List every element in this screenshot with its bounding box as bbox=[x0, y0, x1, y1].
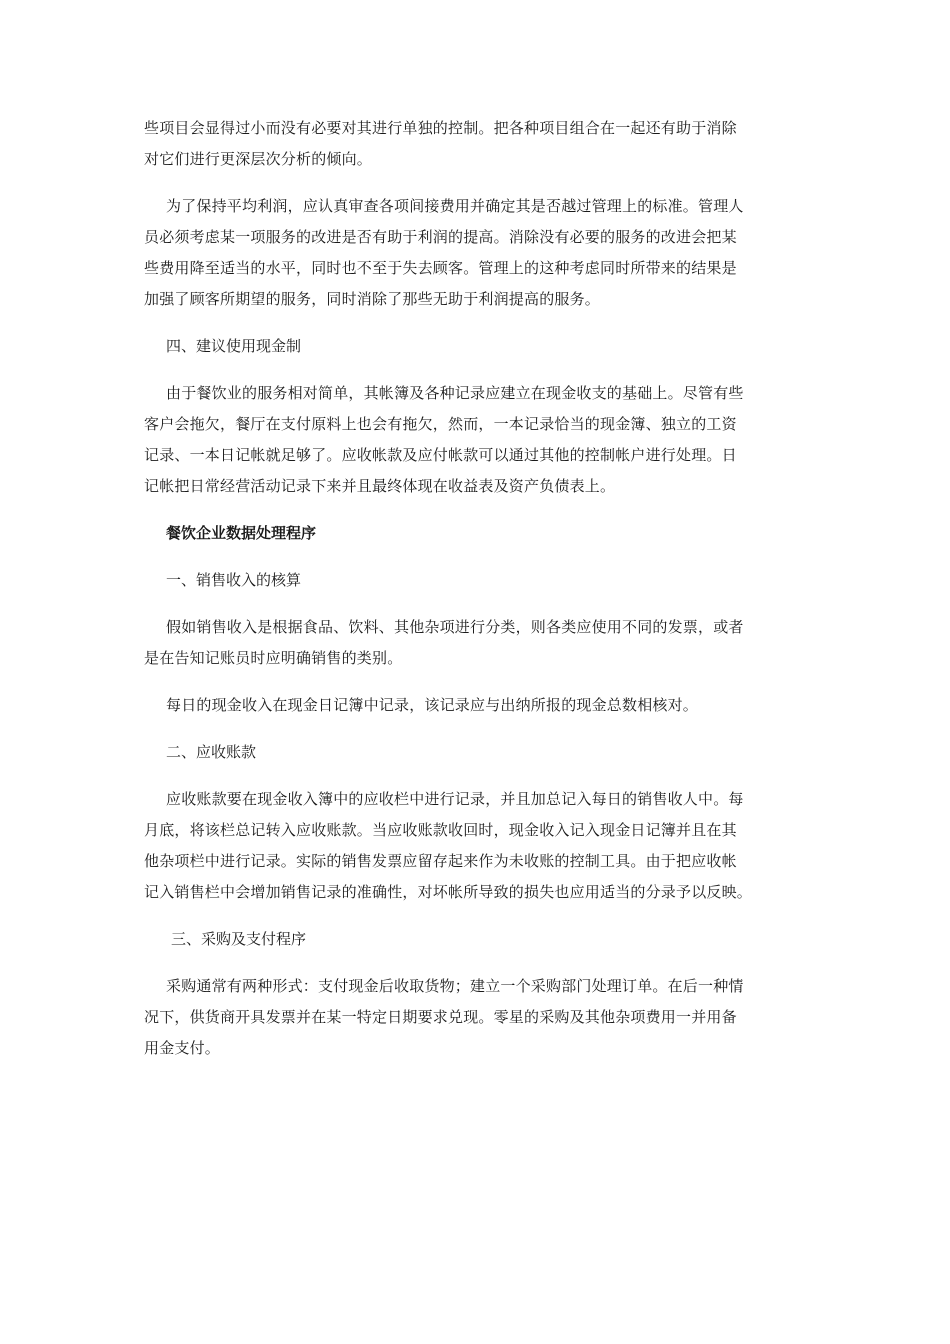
document-body bbox=[144, 113, 808, 1080]
paragraph-line: 员必须考虑某一项服务的改进是否有助于利润的提高。消除没有必要的服务的改进会把某 bbox=[144, 228, 737, 246]
section-title: 餐饮企业数据处理程序 bbox=[166, 524, 317, 542]
paragraph-line: 些项目会显得过小而没有必要对其进行单独的控制。把各种项目组合在一起还有助于消除 bbox=[144, 119, 737, 137]
paragraph-line: 他杂项栏中进行记录。实际的销售发票应留存起来作为未收账的控制工具。由于把应收帐 bbox=[144, 852, 737, 870]
paragraph-3 bbox=[144, 378, 808, 502]
paragraph-line: 记录、一本日记帐就足够了。应收帐款及应付帐款可以通过其他的控制帐户进行处理。日 bbox=[144, 446, 737, 464]
paragraph-line: 况下，供货商开具发票并在某一特定日期要求兑现。零星的采购及其他杂项费用一并用备 bbox=[144, 1008, 737, 1026]
paragraph-4 bbox=[144, 612, 808, 674]
paragraph-line: 加强了顾客所期望的服务，同时消除了那些无助于利润提高的服务。 bbox=[144, 290, 601, 308]
paragraph-line: 记入销售栏中会增加销售记录的准确性，对坏帐所导致的损失也应用适当的分录予以反映。 bbox=[144, 883, 753, 901]
heading-cash-basis: 四、建议使用现金制 bbox=[166, 337, 302, 355]
heading-receivables: 二、应收账款 bbox=[166, 743, 257, 761]
heading-purchasing: 三、采购及支付程序 bbox=[171, 930, 307, 948]
paragraph-line: 假如销售收入是根据食品、饮料、其他杂项进行分类，则各类应使用不同的发票，或者 bbox=[166, 618, 744, 636]
paragraph-line: 每日的现金收入在现金日记簿中记录，该记录应与出纳所报的现金总数相核对。 bbox=[166, 696, 699, 714]
paragraph-line: 应收账款要在现金收入簿中的应收栏中进行记录，并且加总记入每日的销售收人中。每 bbox=[166, 790, 744, 808]
paragraph-5 bbox=[144, 690, 808, 721]
paragraph-line: 采购通常有两种形式：支付现金后收取货物；建立一个采购部门处理订单。在后一种情 bbox=[166, 977, 744, 995]
paragraph-line: 些费用降至适当的水平，同时也不至于失去顾客。管理上的这种考虑同时所带来的结果是 bbox=[144, 259, 737, 277]
heading-sales-revenue: 一、销售收入的核算 bbox=[166, 571, 302, 589]
paragraph-line: 为了保持平均利润，应认真审查各项间接费用并确定其是否越过管理上的标准。管理人 bbox=[166, 197, 744, 215]
paragraph-line: 是在告知记账员时应明确销售的类别。 bbox=[144, 649, 403, 667]
paragraph-line: 月底，将该栏总记转入应收账款。当应收账款收回时，现金收入记入现金日记簿并且在其 bbox=[144, 821, 737, 839]
paragraph-line: 记帐把日常经营活动记录下来并且最终体现在收益表及资产负债表上。 bbox=[144, 477, 616, 495]
paragraph-line: 客户会拖欠，餐厅在支付原料上也会有拖欠，然而，一本记录恰当的现金簿、独立的工资 bbox=[144, 415, 737, 433]
paragraph-line: 对它们进行更深层次分析的倾向。 bbox=[144, 150, 373, 168]
paragraph-1 bbox=[144, 113, 808, 175]
paragraph-line: 由于餐饮业的服务相对简单，其帐簿及各种记录应建立在现金收支的基础上。尽管有些 bbox=[166, 384, 744, 402]
paragraph-7 bbox=[144, 971, 808, 1064]
paragraph-line: 用金支付。 bbox=[144, 1039, 221, 1057]
paragraph-6 bbox=[144, 784, 808, 908]
paragraph-2 bbox=[144, 191, 808, 315]
